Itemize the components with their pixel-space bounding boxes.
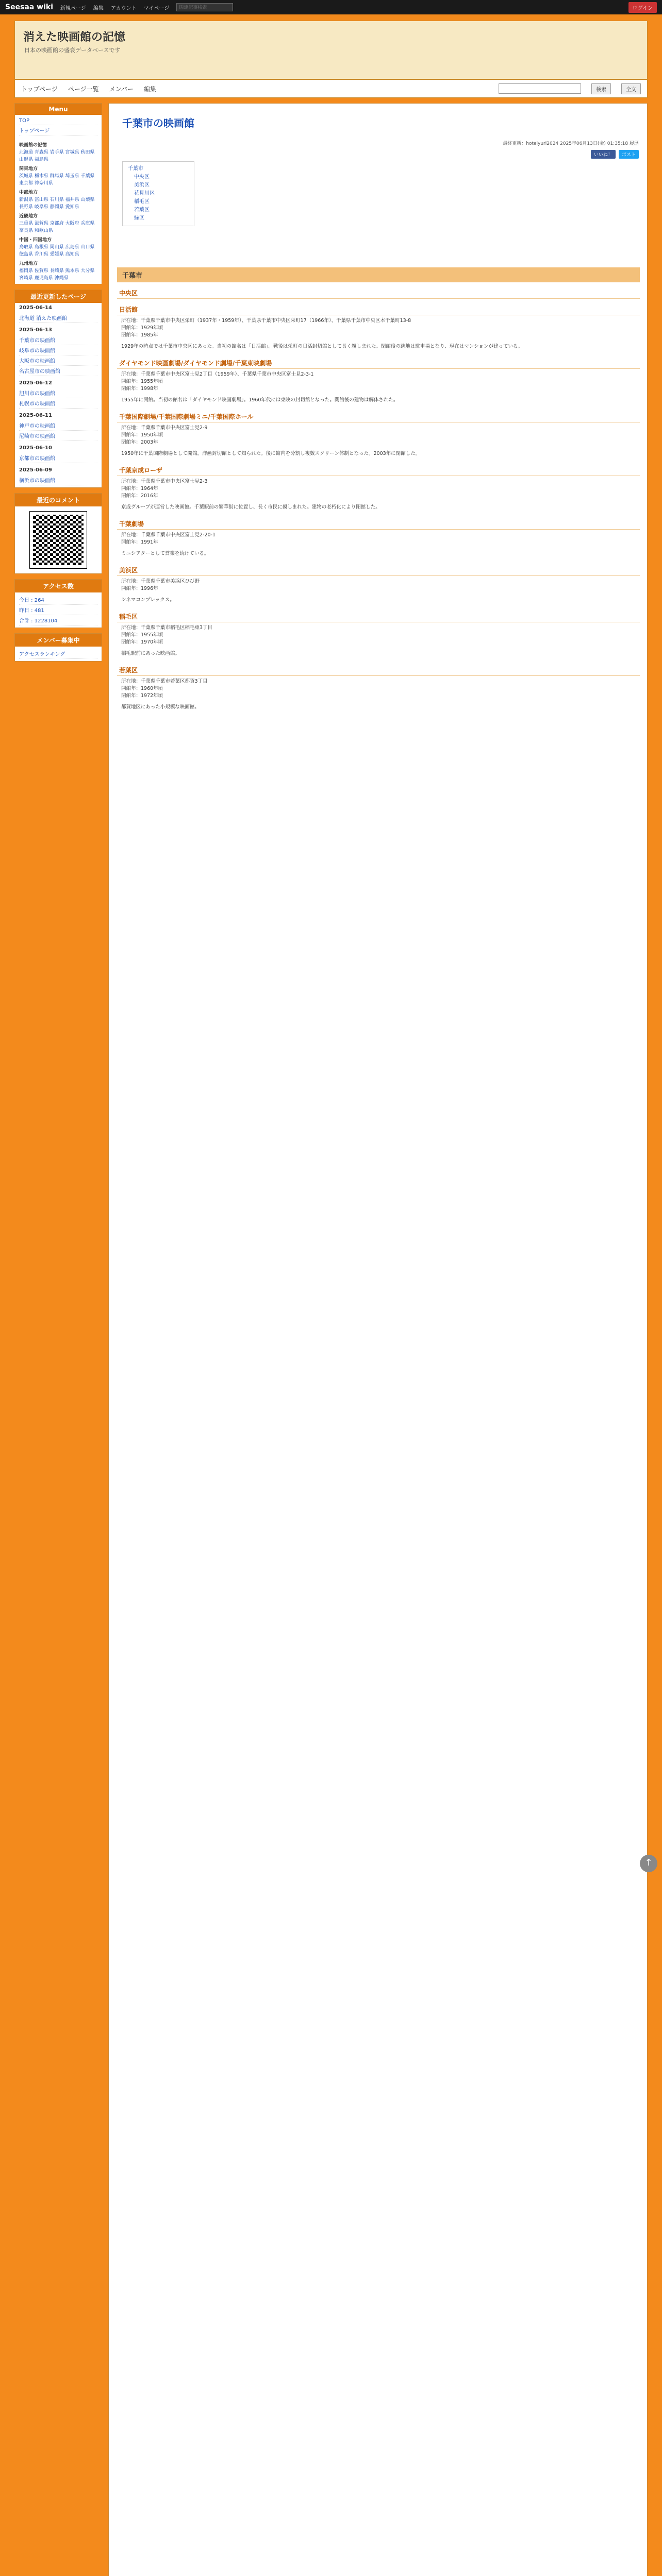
- counter-box: [14, 579, 102, 628]
- member-box: [14, 633, 102, 662]
- toc-item[interactable]: 美浜区: [134, 182, 150, 188]
- login-button[interactable]: ログイン: [628, 2, 657, 13]
- theater-info: 所在地：千葉県千葉市美浜区ひび野 開館年：1996年: [121, 579, 200, 591]
- table-of-contents: [122, 161, 194, 226]
- recent-item[interactable]: 名古屋市の映画館: [19, 366, 97, 376]
- theater-description: 1955年に開館。当初の館名は「ダイヤモンド映画劇場」。1960年代には東映の封切館となった。閉館後の建物は解体された。: [121, 397, 399, 403]
- recent-item[interactable]: 千葉市の映画館: [19, 335, 97, 345]
- ranking-link[interactable]: アクセスランキング: [19, 649, 97, 659]
- menu-title: Menu: [15, 104, 102, 115]
- article-body: [117, 263, 640, 713]
- theater-description: シネマコンプレックス。: [121, 597, 175, 603]
- site-header: [14, 21, 648, 79]
- tree-region[interactable]: 中部地方: [19, 190, 38, 195]
- theater-heading: 千葉国際劇場/千葉国際劇場ミニ/千葉国際ホール: [117, 411, 640, 422]
- recent-item[interactable]: 横浜市の映画館: [19, 475, 97, 485]
- toc-item[interactable]: 千葉市: [128, 166, 143, 172]
- theater-info: 所在地：千葉県千葉市中央区富士見2丁目（1959年）、千葉県千葉市中央区富士見2-3-1 開館年：1955年頃 閉館年：1998年: [121, 371, 314, 392]
- theater-info: 所在地：千葉県千葉市若葉区都賀3丁目 開館年：1960年頃 閉館年：1972年頃: [121, 679, 208, 699]
- global-nav: [14, 79, 648, 98]
- site-title[interactable]: 消えた映画館の記憶: [23, 30, 126, 44]
- counter-label: 合計: [19, 618, 29, 624]
- tree-region[interactable]: 映画館の記憶: [19, 143, 47, 148]
- theater-description: 都賀地区にあった小規模な映画館。: [121, 704, 200, 710]
- counter-title: アクセス数: [15, 580, 102, 592]
- theater-info: 所在地：千葉県千葉市稲毛区稲毛東3丁目 開館年：1955年頃 閉館年：1970年頃: [121, 625, 213, 645]
- recent-date: 2025-06-09: [19, 467, 52, 473]
- recent-item[interactable]: 大阪市の映画館: [19, 355, 97, 366]
- tree-region[interactable]: 近畿地方: [19, 214, 38, 219]
- tree-prefs[interactable]: 福岡県 佐賀県 長崎県 熊本県 大分県 宮崎県 鹿児島県 沖縄県: [19, 268, 95, 281]
- recent-title: 最近更新したページ: [15, 290, 102, 303]
- site-subtitle: 日本の映画館の盛衰データベースです: [24, 47, 121, 54]
- recent-date: 2025-06-11: [19, 413, 52, 418]
- topbar-link-mypage[interactable]: マイページ: [143, 5, 170, 11]
- menu-item-top[interactable]: TOP: [19, 117, 97, 125]
- toc-item[interactable]: 花見川区: [134, 191, 155, 196]
- tree-prefs[interactable]: 北海道 青森県 岩手県 宮城県 秋田県 山形県 福島県: [19, 150, 95, 162]
- counter-value: 481: [34, 608, 44, 614]
- sidebar: [14, 103, 102, 2576]
- comment-title: 最近のコメント: [15, 494, 102, 506]
- tree-prefs[interactable]: 鳥取県 島根県 岡山県 広島県 山口県 徳島県 香川県 愛媛県 高知県: [19, 245, 95, 257]
- facebook-like-button[interactable]: いいね！: [591, 150, 616, 159]
- counter-value: 1228104: [34, 618, 58, 624]
- theater-heading: 若葉区: [117, 665, 640, 676]
- nav-edit[interactable]: 編集: [143, 85, 156, 93]
- section-heading: 千葉市: [117, 267, 640, 282]
- counter-row: 昨日 : 481: [19, 605, 97, 615]
- seesaa-logo[interactable]: Seesaa wiki: [5, 3, 54, 11]
- theater-heading: 美浜区: [117, 565, 640, 576]
- theater-description: ミニシアターとして営業を続けている。: [121, 551, 209, 556]
- search-button[interactable]: 検索: [591, 83, 611, 94]
- theater-heading: 千葉劇場: [117, 518, 640, 530]
- menu-item-toppage[interactable]: トップページ: [19, 125, 97, 135]
- recent-date: 2025-06-10: [19, 445, 52, 451]
- nav-top[interactable]: トップページ: [21, 85, 58, 93]
- region-tree: [15, 138, 102, 284]
- recent-date: 2025-06-14: [19, 305, 52, 311]
- toc-item[interactable]: 稲毛区: [134, 199, 150, 205]
- recent-item[interactable]: 尼崎市の映画館: [19, 431, 97, 441]
- fulltext-button[interactable]: 全文: [621, 83, 641, 94]
- comment-box: [14, 493, 102, 574]
- counter-row: 今日 : 264: [19, 595, 97, 605]
- topbar-link-new[interactable]: 新規ページ: [60, 5, 86, 11]
- theater-heading: 日活館: [117, 304, 640, 315]
- main-content: [108, 103, 648, 2576]
- counter-label: 今日: [19, 598, 29, 603]
- counter-row: 合計 : 1228104: [19, 615, 97, 625]
- theater-description: 1929年の時点では千葉市中央区にあった。当初の館名は「日活館」。戦後は栄町の日活封切館として長く親しまれた。閉館後の跡地は駐車場となり、現在はマンションが建っている。: [121, 344, 523, 349]
- menu-box: [14, 103, 102, 284]
- theater-description: 京成グループが運営した映画館。千葉駅前の繁華街に位置し、長く市民に親しまれた。建物の老朽化により閉館した。: [121, 504, 380, 510]
- theater-info: 所在地：千葉県千葉市中央区栄町（1937年・1959年）、千葉県千葉市中央区栄町17（1966年）、千葉県千葉市中央区本千葉町13-8 開館年：1929年頃 閉館年：1985年: [121, 318, 411, 338]
- topbar-search-input[interactable]: [176, 3, 233, 11]
- tree-region[interactable]: 九州地方: [19, 261, 38, 266]
- recent-item[interactable]: 北海道 消えた映画館: [19, 313, 97, 323]
- subsection-heading: 中央区: [117, 287, 640, 299]
- recent-date: 2025-06-13: [19, 327, 52, 333]
- recent-box: [14, 290, 102, 488]
- theater-description: 1950年に千葉国際劇場として開館。洋画封切館として知られた。後に館内を分割し複数スクリーン体制となった。2003年に閉館した。: [121, 451, 421, 456]
- theater-description: 稲毛駅前にあった映画館。: [121, 651, 180, 656]
- toc-item[interactable]: 緑区: [134, 215, 144, 221]
- wiki-search-input[interactable]: [499, 83, 581, 94]
- theater-heading: 千葉京成ローザ: [117, 465, 640, 476]
- seesaa-topbar: [0, 0, 662, 14]
- topbar-link-edit[interactable]: 編集: [93, 5, 104, 11]
- theater-info: 所在地：千葉県千葉市中央区富士見2-3 開館年：1964年 閉館年：2016年: [121, 479, 208, 499]
- theater-heading: ダイヤモンド映画劇場/ダイヤモンド劇場/千葉東映劇場: [117, 358, 640, 369]
- toc-item[interactable]: 若葉区: [134, 207, 150, 213]
- nav-members[interactable]: メンバー: [109, 85, 134, 93]
- scroll-to-top-icon[interactable]: ↑: [640, 1855, 657, 1872]
- topbar-link-account[interactable]: アカウント: [110, 5, 137, 11]
- theater-heading: 稲毛区: [117, 611, 640, 622]
- page-title[interactable]: 千葉市の映画館: [122, 117, 194, 129]
- theater-info: 所在地：千葉県千葉市中央区富士見2-20-1 開館年：1991年: [121, 532, 216, 545]
- counter-value: 264: [34, 598, 44, 603]
- tree-prefs[interactable]: 新潟県 富山県 石川県 福井県 山梨県 長野県 岐阜県 静岡県 愛知県: [19, 197, 95, 210]
- member-title: メンバー募集中: [15, 634, 102, 647]
- recent-item[interactable]: 札幌市の映画館: [19, 398, 97, 409]
- tree-prefs[interactable]: 三重県 滋賀県 京都府 大阪府 兵庫県 奈良県 和歌山県: [19, 221, 95, 233]
- recent-item[interactable]: 京都市の映画館: [19, 453, 97, 463]
- x-post-button[interactable]: ポスト: [619, 150, 639, 159]
- tree-region[interactable]: 中国・四国地方: [19, 238, 52, 243]
- theater-info: 所在地：千葉県千葉市中央区富士見2-9 開館年：1950年頃 閉館年：2003年: [121, 425, 208, 445]
- recent-date: 2025-06-12: [19, 380, 52, 386]
- counter-label: 昨日: [19, 608, 29, 614]
- qr-code-icon: [30, 512, 87, 568]
- recent-item[interactable]: 旭川市の映画館: [19, 388, 97, 398]
- nav-page-list[interactable]: ページ一覧: [68, 85, 99, 93]
- recent-item[interactable]: 岐阜市の映画館: [19, 345, 97, 355]
- tree-prefs[interactable]: 茨城県 栃木県 群馬県 埼玉県 千葉県 東京都 神奈川県: [19, 174, 95, 186]
- tree-region[interactable]: 関東地方: [19, 166, 38, 172]
- page-meta: 最終更新：hotelyuri2024 2025年06月13日(金) 01:35:18 履歴: [503, 141, 639, 146]
- recent-item[interactable]: 神戸市の映画館: [19, 420, 97, 431]
- toc-item[interactable]: 中央区: [134, 174, 150, 180]
- share-buttons: [591, 150, 639, 159]
